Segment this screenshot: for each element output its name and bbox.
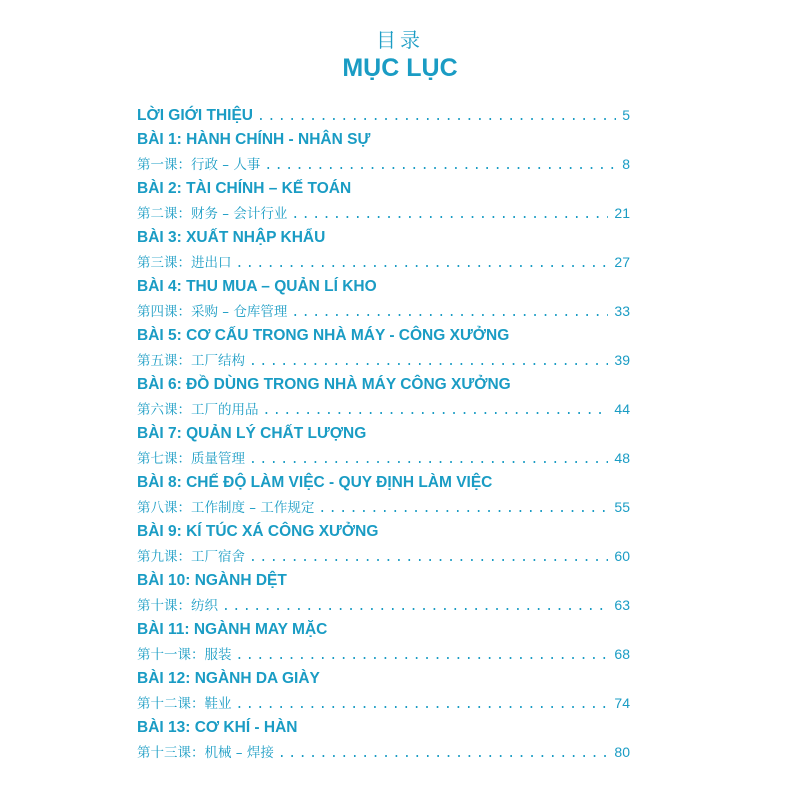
toc-entry-label: 第十课：纺织 [137, 598, 218, 614]
toc-lesson-title[interactable]: BÀI 12: NGÀNH DA GIÀY [137, 669, 320, 687]
table-of-contents [137, 103, 630, 765]
dot-leader [264, 154, 616, 179]
dot-leader [291, 301, 608, 326]
dot-leader [278, 742, 609, 767]
toc-page-number: 60 [614, 548, 630, 564]
toc-lesson-title[interactable]: BÀI 11: NGÀNH MAY MẶC [137, 620, 328, 638]
toc-page-number: 21 [614, 205, 630, 221]
toc-page-number: 55 [614, 499, 630, 515]
toc-entry[interactable] [137, 201, 630, 226]
toc-lesson-title[interactable]: BÀI 8: CHẾ ĐỘ LÀM VIỆC - QUY ĐỊNH LÀM VIỆC [137, 473, 493, 491]
toc-entry[interactable] [137, 642, 630, 667]
toc-entry[interactable] [137, 593, 630, 618]
toc-lesson-title[interactable]: BÀI 2: TÀI CHÍNH – KẾ TOÁN [137, 179, 352, 197]
toc-lesson-title[interactable]: BÀI 4: THU MUA – QUẢN LÍ KHO [137, 277, 377, 295]
toc-lesson-title[interactable]: BÀI 9: KÍ TÚC XÁ CÔNG XƯỞNG [137, 522, 379, 540]
toc-entry-intro[interactable] [137, 103, 630, 128]
toc-page-number: 8 [622, 156, 630, 172]
toc-lesson-title[interactable]: BÀI 13: CƠ KHÍ - HÀN [137, 718, 298, 736]
toc-page-number: 80 [614, 744, 630, 760]
dot-leader [236, 252, 609, 277]
toc-lesson-title[interactable]: BÀI 1: HÀNH CHÍNH - NHÂN SỰ [137, 130, 371, 148]
toc-page-number: 5 [622, 107, 630, 123]
toc-entry-label: 第九课：工厂宿舍 [137, 549, 245, 565]
toc-entry-label: 第六课：工厂的用品 [137, 402, 259, 418]
dot-leader [257, 105, 616, 130]
toc-entry-label: 第二课：财务 – 会计行业 [137, 206, 288, 222]
dot-leader [236, 644, 609, 669]
toc-lesson-title[interactable]: BÀI 7: QUẢN LÝ CHẤT LƯỢNG [137, 424, 367, 442]
toc-page-number: 44 [614, 401, 630, 417]
toc-entry-label: 第五课：工厂结构 [137, 353, 245, 369]
toc-entry[interactable] [137, 691, 630, 716]
toc-entry[interactable] [137, 495, 630, 520]
toc-entry[interactable] [137, 152, 630, 177]
dot-leader [222, 595, 608, 620]
toc-lesson-title[interactable]: BÀI 10: NGÀNH DỆT [137, 571, 287, 589]
toc-entry[interactable] [137, 397, 630, 422]
dot-leader [249, 546, 608, 571]
toc-entry-label: 第十二课：鞋业 [137, 696, 232, 712]
toc-page-number: 74 [614, 695, 630, 711]
dot-leader [318, 497, 608, 522]
dot-leader [263, 399, 609, 424]
toc-entry-label: 第八课：工作制度 – 工作规定 [137, 500, 315, 516]
toc-lesson-title[interactable]: BÀI 5: CƠ CẤU TRONG NHÀ MÁY - CÔNG XƯỞNG [137, 326, 510, 344]
toc-entry-label: 第一课：行政 – 人事 [137, 157, 261, 173]
toc-entry[interactable] [137, 348, 630, 373]
toc-entry-label: 第四课：采购 – 仓库管理 [137, 304, 288, 320]
toc-entry[interactable] [137, 544, 630, 569]
toc-lesson-title[interactable]: BÀI 6: ĐỒ DÙNG TRONG NHÀ MÁY CÔNG XƯỞNG [137, 375, 511, 393]
toc-entry-label: 第三课：进出口 [137, 255, 232, 271]
dot-leader [236, 693, 609, 718]
toc-page-number: 63 [614, 597, 630, 613]
toc-entry[interactable] [137, 250, 630, 275]
page-title: MỤC LỤC [342, 54, 458, 82]
toc-entry-label: LỜI GIỚI THIỆU [137, 107, 254, 124]
toc-entry-label: 第十一课：服装 [137, 647, 232, 663]
toc-page-number: 27 [614, 254, 630, 270]
dot-leader [249, 448, 608, 473]
toc-entry[interactable] [137, 740, 630, 765]
toc-entry-label: 第七课：质量管理 [137, 451, 245, 467]
dot-leader [291, 203, 608, 228]
toc-page-number: 48 [614, 450, 630, 466]
toc-entry-label: 第十三课：机械 – 焊接 [137, 745, 274, 761]
toc-page-number: 68 [614, 646, 630, 662]
toc-entry[interactable] [137, 446, 630, 471]
dot-leader [249, 350, 608, 375]
toc-page-number: 39 [614, 352, 630, 368]
toc-page-number: 33 [614, 303, 630, 319]
page-title-chinese: 目录 [376, 28, 424, 52]
toc-entry[interactable] [137, 299, 630, 324]
toc-lesson-title[interactable]: BÀI 3: XUẤT NHẬP KHẨU [137, 228, 326, 246]
